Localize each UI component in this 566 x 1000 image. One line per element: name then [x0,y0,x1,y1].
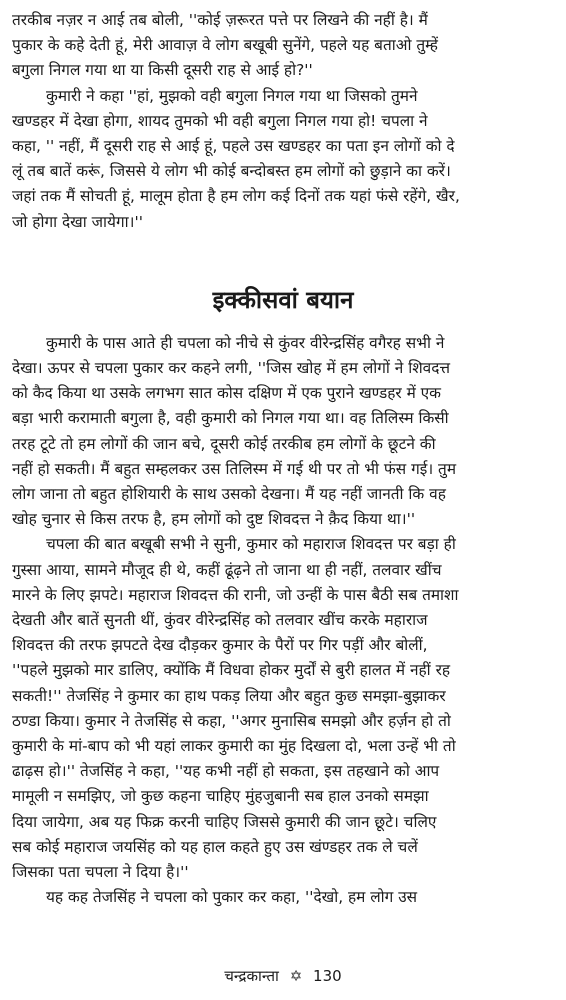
paragraph [12,885,554,910]
text-line: दिया जायेगा, अब यह फिक्र करनी चाहिए जिससे कुमारी की जान छूटे। चलिए [12,812,437,831]
section-gap [12,235,554,285]
paragraph [12,532,554,885]
paragraph [12,84,554,235]
body-text-top [12,8,554,235]
text-line: कहा, '' नहीं, मैं दूसरी राह से आई हूं, पहले उस खण्डहर का पता इन लोगों को दे [12,137,455,156]
text-line: शिवदत्त की तरफ झपटते देख दौड़कर कुमार के पैरों पर गिर पड़ीं और बोलीं, [12,636,428,655]
body-text-bottom [12,331,554,911]
text-line: जहां तक मैं सोचती हूं, मालूम होता है हम लोग कई दिनों तक यहां फंसे रहेंगे, खैर, [12,187,460,206]
paragraph [12,8,554,84]
text-line: लोग जाना तो बहुत होशियारी के साथ उसको देखना। मैं यह नहीं जानती कि वह [12,485,446,504]
text-line: को कैद किया था उसके लगभग सात कोस दक्षिण में एक पुराने खण्डहर में एक [12,384,442,403]
text-line: कुमारी के मां-बाप को भी यहां लाकर कुमारी का मुंह दिखला दो, भला उन्हें भी तो [12,737,456,756]
star-of-david-icon: ✡ [289,967,303,985]
text-line: पुकार के कहे देती हूं, मेरी आवाज़ वे लोग बखूबी सुनेंगे, पहले यह बताओ तुम्हें [12,36,438,55]
text-line: बड़ा भारी करामाती बगुला है, वही कुमारी को निगल गया था। वह तिलिस्म किसी [12,409,449,428]
text-line: तरकीब नज़र न आई तब बोली, ''कोई ज़रूरत पत्ते पर लिखने की नहीं है। मैं [12,11,428,29]
text-line: खोह चुनार से किस तरफ है, हम लोगों को दुष्ट शिवदत्त ने क़ैद किया था।'' [12,510,416,529]
text-line: कुमारी ने कहा ''हां, मुझको वही बगुला निगल गया था जिसको तुमने [46,86,418,105]
text-line: लूं तब बातें करूं, जिससे ये लोग भी कोई बन्दोबस्त हम लोगों को छुड़ाने का करें। [12,162,451,181]
page-footer [0,964,566,988]
book-title: चन्द्रकान्ता [224,967,279,985]
text-line: ''पहले मुझको मार डालिए, क्योंकि मैं विधवा होकर मुर्दों से बुरी हालत में नहीं रह [12,661,451,680]
text-line: देखा। ऊपर से चपला पुकार कर कहने लगी, ''जिस खोह में हम लोगों ने शिवदत्त [12,359,451,378]
text-line: सब कोई महाराज जयसिंह को यह हाल कहते हुए उस खंण्डहर तक ले चलें [12,837,418,856]
text-line: मामूली न समझिए, जो कुछ कहना चाहिए मुंहजुबानी सब हाल उनको समझा [12,787,429,806]
text-line: नहीं हो सकती। मैं बहुत सम्हलकर उस तिलिस्म में गई थी पर तो भी फंस गई। तुम [12,459,457,478]
text-line: गुस्सा आया, सामने मौजूद ही थे, कहीं ढूंढ़ने तो जाना था ही नहीं, तलवार खींच [12,560,442,579]
text-line: मारने के लिए झपटे। महाराज शिवदत्त की रानी, जो उन्हीं के पास बैठी सब तमाशा [12,585,459,604]
chapter-heading: इक्कीसवां बयान [212,285,354,314]
text-line: कुमारी के पास आते ही चपला को नीचे से कुंवर वीरेन्द्रसिंह वगैरह सभी ने [46,333,445,352]
text-line: यह कह तेजसिंह ने चपला को पुकार कर कहा, ''देखो, हम लोग उस [46,888,418,907]
text-line: तरह टूटे तो हम लोगों की जान बचे, दूसरी कोई तरकीब हम लोगों के छूटने की [12,434,436,453]
text-line: देखती और बातें सुनती थीं, कुंवर वीरेन्द्रसिंह को तलवार खींच करके महाराज [12,611,428,630]
text-line: ढाढ़स हो।'' तेजसिंह ने कहा, ''यह कभी नहीं हो सकता, इस तहखाने को आप [12,762,440,781]
text-line: ठण्डा किया। कुमार ने तेजसिंह से कहा, ''अगर मुनासिब समझो और हर्ज़न हो तो [12,711,451,730]
text-line: सकती!'' तेजसिंह ने कुमार का हाथ पकड़ लिया और बहुत कुछ समझा-बुझाकर [12,686,446,705]
text-line: जो होगा देखा जायेगा।'' [12,212,143,231]
page-number: 130 [313,967,342,985]
paragraph [12,331,554,533]
text-line: बगुला निगल गया था या किसी दूसरी राह से आई हो?'' [12,61,313,80]
text-line: खण्डहर में देखा होगा, शायद तुमको भी वही बगुला निगल गया हो! चपला ने [12,111,428,130]
text-line: जिसका पता चपला ने दिया है।'' [12,863,189,882]
text-line: चपला की बात बखूबी सभी ने सुनी, कुमार को महाराज शिवदत्त पर बड़ा ही [46,535,456,554]
